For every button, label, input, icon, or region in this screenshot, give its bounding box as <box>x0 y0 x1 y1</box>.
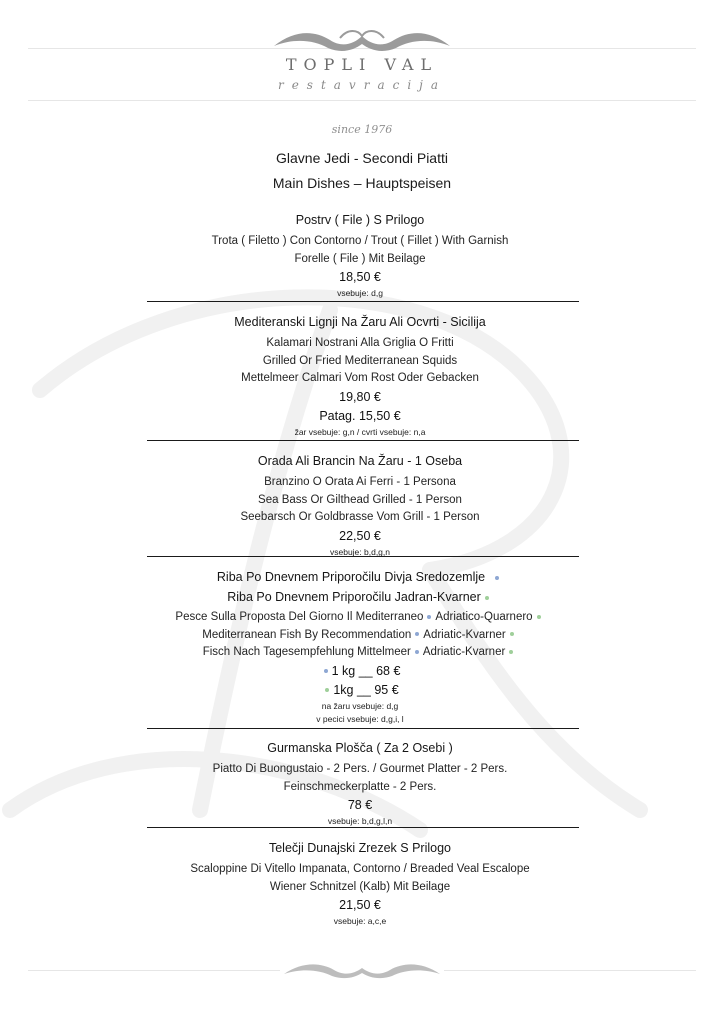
dish-price-mediterranean <box>140 662 580 681</box>
wave-ornament-icon <box>270 24 454 54</box>
dish-description: Seebarsch Or Goldbrasse Vom Grill - 1 Person <box>240 511 480 523</box>
price-text: 1 kg __ 68 € <box>331 663 401 678</box>
page-subtitle: Main Dishes – Hauptspeisen <box>272 175 452 191</box>
dish-name-text: Riba Po Dnevnem Priporočilu Jadran-Kvarner <box>227 590 481 604</box>
dish-description: Branzino O Orata Ai Ferri - 1 Persona <box>264 476 456 488</box>
dish-name: Gurmanska Plošča ( Za 2 Osebi ) <box>267 741 453 755</box>
desc-mediterranean: Mediterranean Fish By Recommendation <box>202 628 412 641</box>
header-rule-bottom <box>28 100 696 101</box>
page-title: Glavne Jedi - Secondi Piatti <box>276 150 448 166</box>
adriatic-dot-icon <box>325 688 329 692</box>
dish-description-german <box>140 644 580 662</box>
dish-description: Piatto Di Buongustaio - 2 Pers. / Gourmet Platter - 2 Pers. <box>212 763 508 775</box>
dish-description-english <box>140 627 580 645</box>
dish-description: Kalamari Nostrani Alla Griglia O Fritti <box>266 337 454 349</box>
dish-price: 78 € <box>347 798 373 812</box>
desc-adriatic: Adriatic-Kvarner <box>423 628 506 641</box>
dish-separator <box>147 827 579 828</box>
dish-name: Orada Ali Brancin Na Žaru - 1 Oseba <box>257 454 463 468</box>
dish-description-italian <box>140 609 580 627</box>
dish-allergens: vsebuje: b,d,g,n <box>329 546 390 557</box>
dish-name-text: Riba Po Dnevnem Priporočilu Divja Sredozemlje <box>216 570 486 584</box>
dish-fish-of-the-day <box>140 567 580 726</box>
dish-price: 18,50 € <box>339 270 381 284</box>
dish-allergens: vsebuje: b,d,g,l,n <box>327 816 393 826</box>
dish-description: Scaloppine Di Vitello Impanata, Contorno / Breaded Veal Escalope <box>190 863 530 875</box>
dish-separator <box>147 556 579 557</box>
dish-separator <box>147 440 579 441</box>
mediterranean-dot-icon <box>415 632 419 636</box>
mediterranean-dot-icon <box>324 669 328 673</box>
dish-description: Feinschmeckerplatte - 2 Pers. <box>283 780 437 793</box>
price-text: 1kg __ 95 € <box>333 682 399 697</box>
dish-schnitzel <box>140 838 580 928</box>
mediterranean-dot-icon <box>415 650 419 654</box>
dish-name: Telečji Dunajski Zrezek S Prilogo <box>268 841 451 855</box>
dish-name-mediterranean <box>140 567 580 587</box>
desc-mediterranean: Pesce Sulla Proposta Del Giorno Il Mediterraneo <box>175 611 424 623</box>
dish-description: Trota ( Filetto ) Con Contorno / Trout ( Fillet ) With Garnish <box>211 235 509 247</box>
dish-description: Mettelmeer Calmari Vom Rost Oder Gebacken <box>241 372 479 384</box>
mediterranean-dot-icon <box>427 615 431 619</box>
dish-trout <box>140 210 580 300</box>
mediterranean-dot-icon <box>495 576 499 580</box>
dish-description: Wiener Schnitzel (Kalb) Mit Beilage <box>269 880 451 893</box>
dish-price: 22,50 € <box>339 528 381 543</box>
dish-separator <box>147 728 579 729</box>
desc-adriatic: Adriatico-Quarnero <box>435 611 533 623</box>
since-year: since 1976 <box>331 123 393 136</box>
adriatic-dot-icon <box>510 632 514 636</box>
dish-allergens-grill: na žaru vsebuje: d,g <box>321 700 399 711</box>
dish-seabass <box>140 451 580 559</box>
dish-name-adriatic <box>140 587 580 607</box>
dish-allergens: žar vsebuje: g,n / cvrti vsebuje: n,a <box>294 426 426 437</box>
brand-name: TOPLI VAL <box>285 55 439 74</box>
dish-allergens: vsebuje: d,g <box>337 288 383 298</box>
dish-squid <box>140 312 580 439</box>
dish-name: Mediteranski Lignji Na Žaru Ali Ocvrti - Sicilija <box>234 315 486 329</box>
adriatic-dot-icon <box>485 596 489 600</box>
dish-separator <box>147 301 579 302</box>
brand-subtitle: restavracija <box>277 78 447 92</box>
dish-price-patagonian: Patag. 15,50 € <box>319 408 401 423</box>
desc-adriatic: Adriatic-Kvarner <box>422 646 506 658</box>
dish-price: 19,80 € <box>339 389 381 404</box>
adriatic-dot-icon <box>537 615 541 619</box>
dish-description: Sea Bass Or Gilthead Grilled - 1 Person <box>258 493 462 506</box>
dish-allergens: vsebuje: a,c,e <box>333 916 387 926</box>
dish-price-adriatic <box>140 681 580 700</box>
dish-description: Grilled Or Fried Mediterranean Squids <box>262 354 458 367</box>
adriatic-dot-icon <box>509 650 513 654</box>
wave-ornament-icon <box>280 958 444 980</box>
dish-name: Postrv ( File ) S Prilogo <box>295 213 425 227</box>
dish-description: Forelle ( File ) Mit Beilage <box>294 252 426 265</box>
dish-price: 21,50 € <box>339 898 381 912</box>
dish-gourmet-platter <box>140 738 580 828</box>
dish-allergens-oven: v pecici vsebuje: d,g,i, l <box>316 713 404 724</box>
desc-mediterranean: Fisch Nach Tagesempfehlung Mittelmeer <box>202 646 411 658</box>
